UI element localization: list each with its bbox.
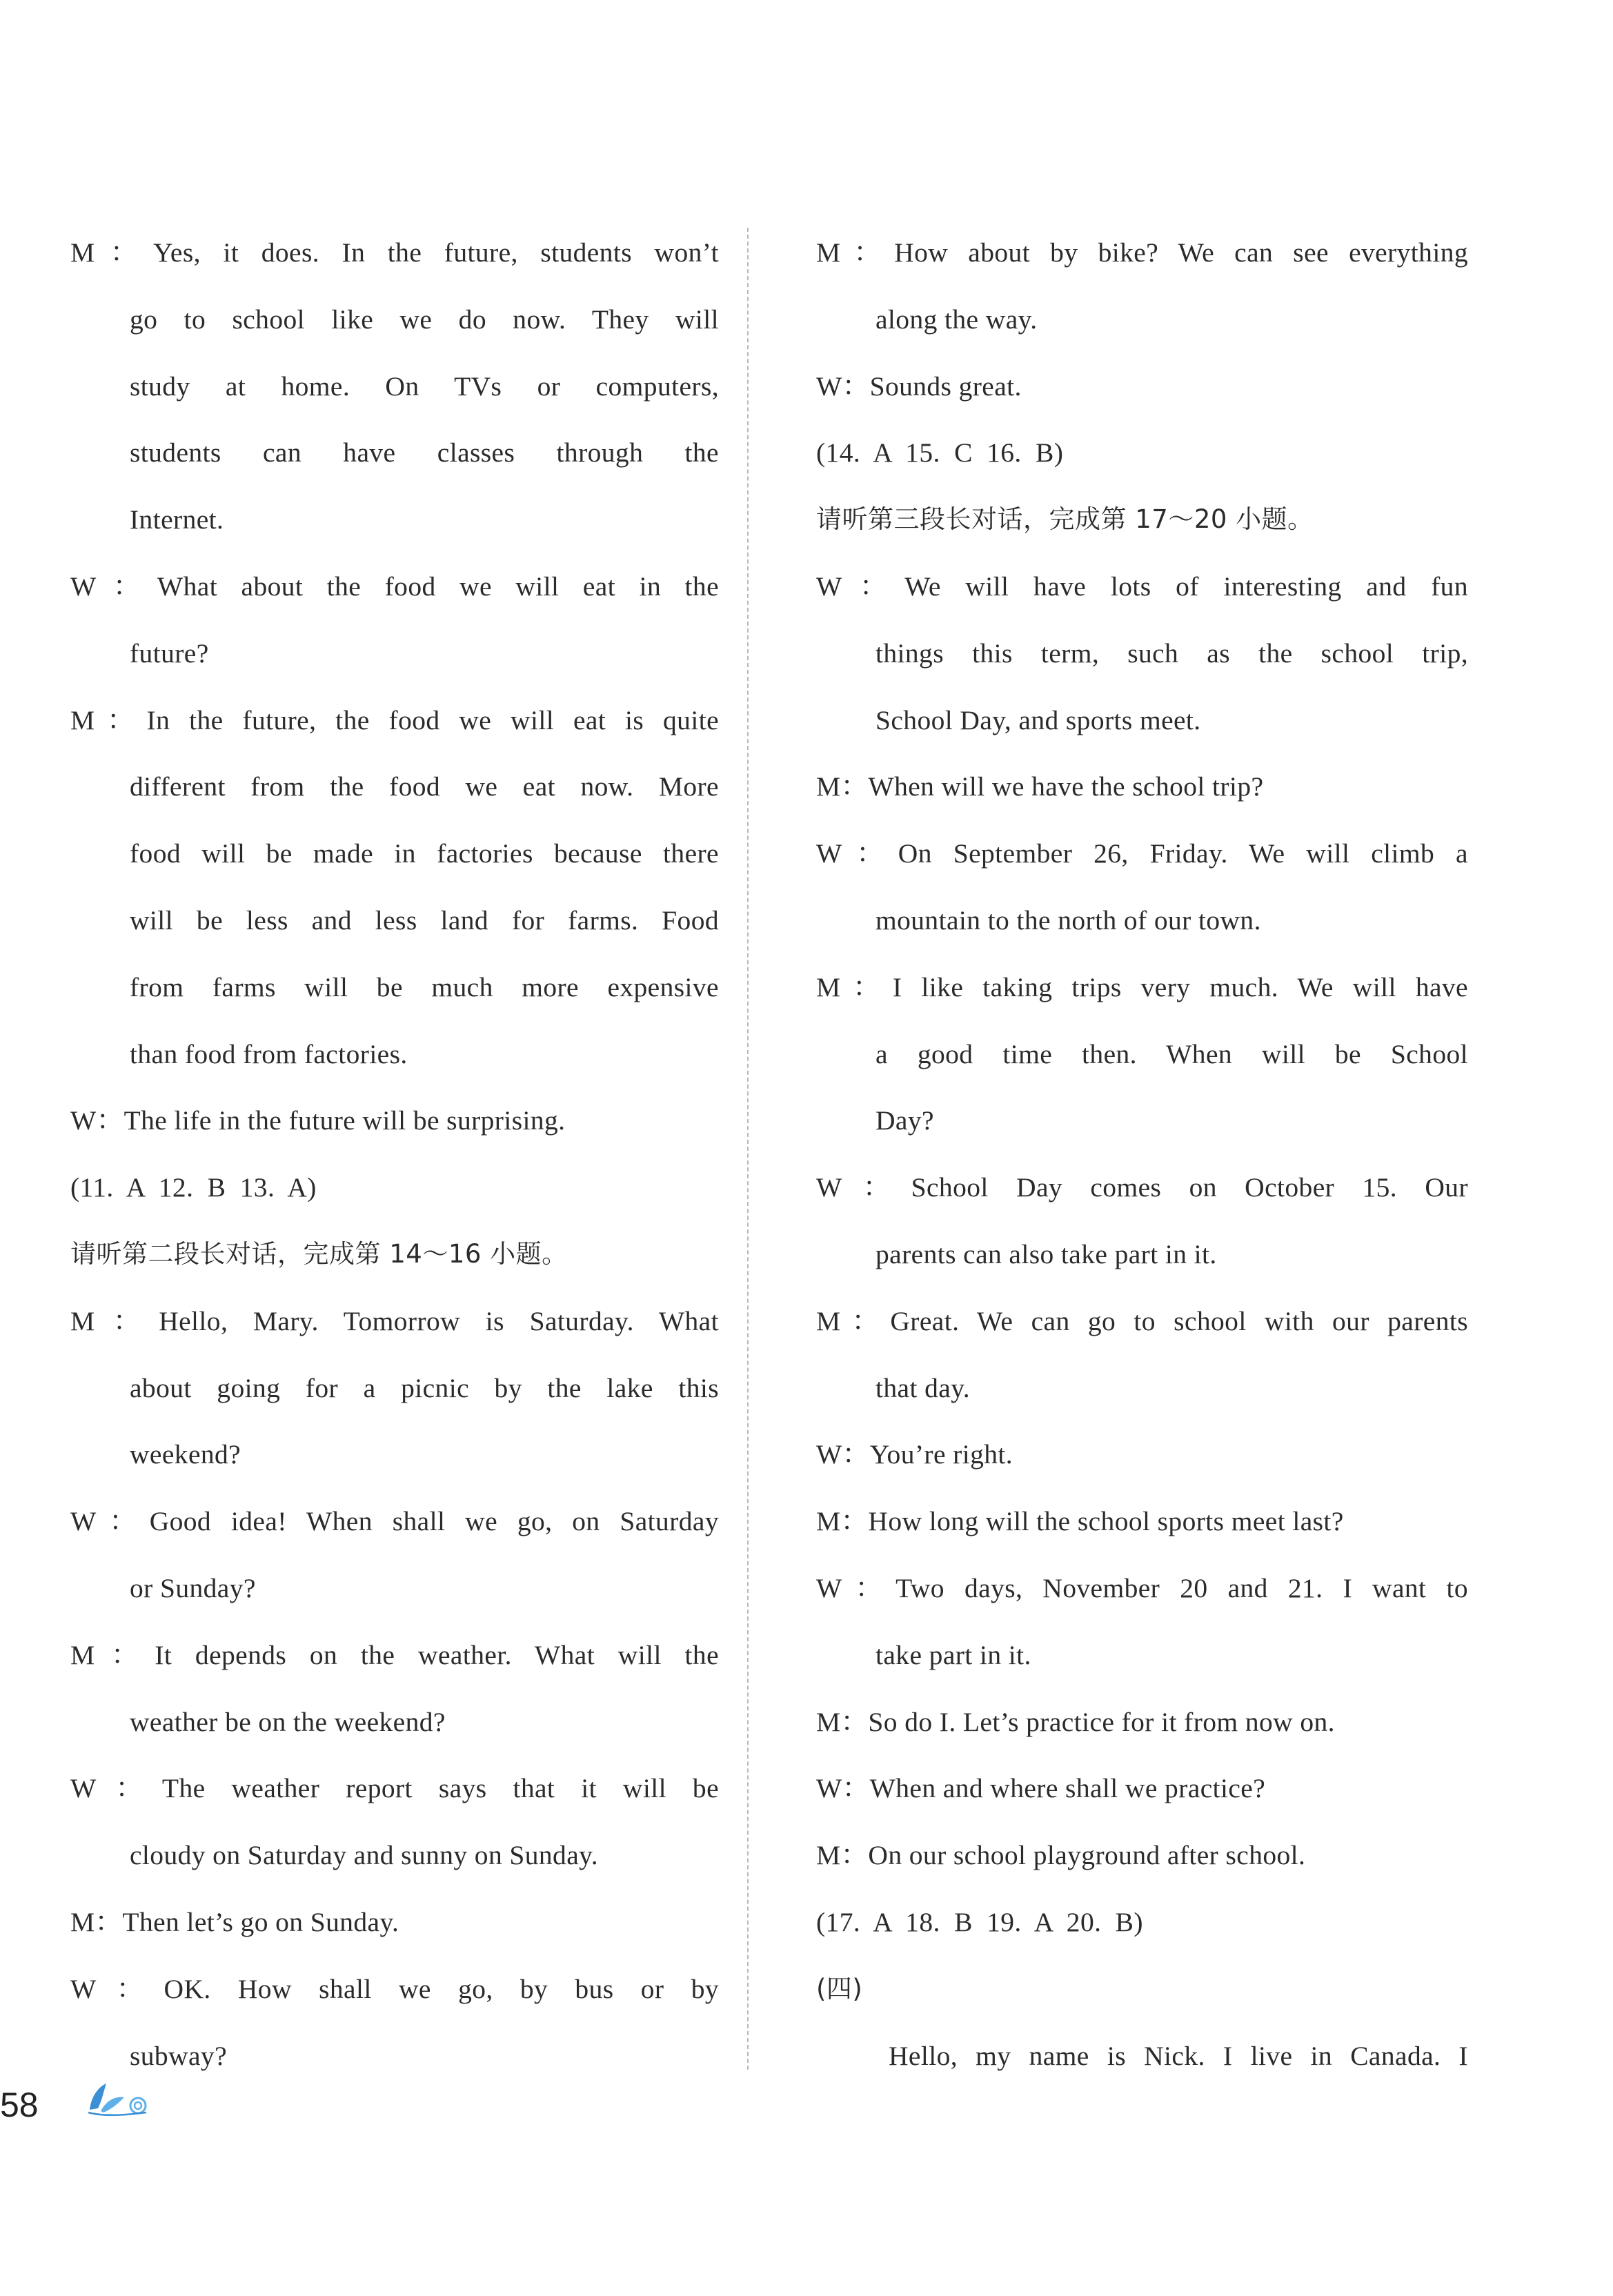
dialogue-line: M：Hello, Mary. Tomorrow is Saturday. What bbox=[70, 1305, 719, 1336]
answer-key: (11. A 12. B 13. A) bbox=[70, 1172, 317, 1203]
dialogue-line: W：Two days, November 20 and 21. I want to bbox=[816, 1572, 1468, 1603]
dialogue-line: M：How about by bike? We can see everything bbox=[816, 237, 1468, 268]
dialogue-continuation: parents can also take part in it. bbox=[875, 1238, 1217, 1269]
section-heading: 请听第二段长对话，完成第 14～16 小题。 bbox=[70, 1238, 568, 1269]
dialogue-line: W：We will have lots of interesting and fun bbox=[816, 571, 1468, 602]
answer-key: (17. A 18. B 19. A 20. B) bbox=[816, 1906, 1143, 1937]
dialogue-continuation: that day. bbox=[875, 1372, 971, 1403]
dialogue-continuation: a good time then. When will be School bbox=[875, 1038, 1468, 1069]
dialogue-line: M：So do I. Let’s practice for it from now on. bbox=[816, 1706, 1335, 1737]
page-number: 58 bbox=[0, 2086, 39, 2124]
dialogue-continuation: will be less and less land for farms. Food bbox=[130, 904, 719, 936]
dialogue-continuation: than food from factories. bbox=[130, 1038, 408, 1069]
dialogue-line: M：It depends on the weather. What will the bbox=[70, 1639, 719, 1670]
dialogue-line: W：On September 26, Friday. We will climb a bbox=[816, 838, 1468, 869]
dialogue-continuation: take part in it. bbox=[875, 1639, 1031, 1670]
dialogue-line: M：On our school playground after school. bbox=[816, 1840, 1306, 1871]
dialogue-line: M：I like taking trips very much. We will have bbox=[816, 971, 1468, 1002]
dialogue-line: W：Sounds great. bbox=[816, 370, 1022, 402]
dialogue-continuation: from farms will be much more expensive bbox=[130, 971, 719, 1002]
dialogue-continuation: weather be on the weekend? bbox=[130, 1706, 446, 1737]
dialogue-continuation: Day? bbox=[875, 1105, 934, 1136]
dialogue-line: M：Great. We can go to school with our parents bbox=[816, 1305, 1468, 1336]
column-divider bbox=[747, 228, 749, 2070]
dialogue-line: W：The life in the future will be surprising. bbox=[70, 1105, 566, 1136]
dialogue-continuation: food will be made in factories because there bbox=[130, 838, 719, 869]
dialogue-line: W：You’re right. bbox=[816, 1439, 1013, 1470]
dialogue-continuation: subway? bbox=[130, 2040, 228, 2071]
left-column bbox=[70, 219, 719, 2089]
dialogue-line: M：In the future, the food we will eat is quite bbox=[70, 704, 719, 735]
dialogue-line: W：Good idea! When shall we go, on Saturday bbox=[70, 1506, 719, 1537]
dialogue-continuation: weekend? bbox=[130, 1439, 241, 1470]
dialogue-continuation: things this term, such as the school trip, bbox=[875, 637, 1468, 669]
dialogue-line: M：Yes, it does. In the future, students won’t bbox=[70, 237, 719, 268]
section-heading: 请听第三段长对话，完成第 17～20 小题。 bbox=[816, 504, 1314, 535]
dialogue-line: W：What about the food we will eat in the bbox=[70, 571, 719, 602]
dialogue-continuation: School Day, and sports meet. bbox=[875, 704, 1201, 735]
dialogue-line: M：Then let’s go on Sunday. bbox=[70, 1906, 399, 1937]
dialogue-continuation: about going for a picnic by the lake this bbox=[130, 1372, 719, 1403]
dialogue-continuation: different from the food we eat now. More bbox=[130, 771, 719, 802]
dialogue-continuation: or Sunday? bbox=[130, 1572, 256, 1603]
section-heading: (四) bbox=[816, 1973, 863, 2003]
right-column bbox=[816, 219, 1468, 2089]
dialogue-line: W：The weather report says that it will be bbox=[70, 1773, 719, 1804]
passage-line: Hello, my name is Nick. I live in Canada. I bbox=[889, 2040, 1468, 2071]
dialogue-continuation: mountain to the north of our town. bbox=[875, 904, 1261, 936]
dialogue-line: W：When and where shall we practice? bbox=[816, 1773, 1266, 1804]
dialogue-continuation: Internet. bbox=[130, 504, 224, 535]
swirl-leaf-logo-icon bbox=[83, 2077, 159, 2121]
dialogue-continuation: study at home. On TVs or computers, bbox=[130, 370, 719, 402]
dialogue-continuation: future? bbox=[130, 637, 209, 669]
dialogue-continuation: go to school like we do now. They will bbox=[130, 304, 719, 335]
dialogue-continuation: along the way. bbox=[875, 304, 1038, 335]
dialogue-line: W：School Day comes on October 15. Our bbox=[816, 1172, 1468, 1203]
answer-key: (14. A 15. C 16. B) bbox=[816, 437, 1064, 468]
dialogue-line: M：How long will the school sports meet last? bbox=[816, 1506, 1344, 1537]
dialogue-continuation: students can have classes through the bbox=[130, 437, 719, 468]
dialogue-line: M：When will we have the school trip? bbox=[816, 771, 1264, 802]
dialogue-line: W：OK. How shall we go, by bus or by bbox=[70, 1973, 719, 2004]
dialogue-continuation: cloudy on Saturday and sunny on Sunday. bbox=[130, 1840, 598, 1871]
